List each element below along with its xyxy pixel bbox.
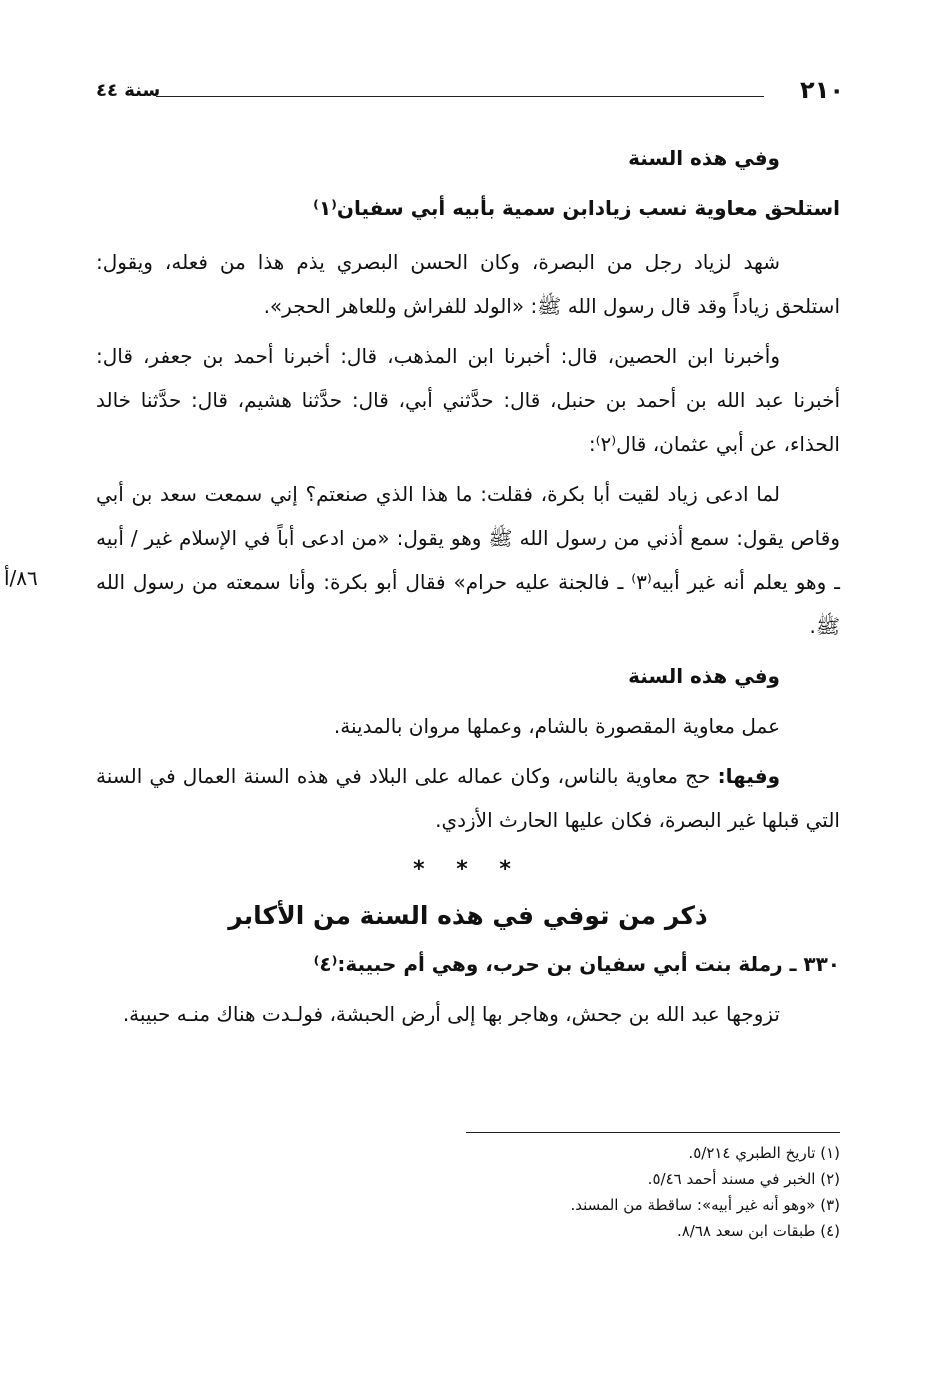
- page-body: [96, 136, 840, 1042]
- paragraph: عمل معاوية المقصورة بالشام، وعملها مروان بالمدينة.: [333, 714, 780, 738]
- paragraph-text: حج معاوية بالناس، وكان عماله على البلاد في هذه السنة العمال في السنة التي قبلها غير البصرة، فكان عليها الحارث الأزدي.: [96, 764, 840, 832]
- paragraph: تزوجها عبد الله بن جحش، وهاجر بها إلى أرض الحبشة، فولـدت هناك منـه حبيبة.: [122, 1002, 780, 1026]
- margin-note: ٨٦/أ: [4, 566, 38, 590]
- deaths-heading: ذكر من توفي في هذه السنة من الأكابر: [228, 901, 708, 930]
- footnote-rule: [466, 1132, 840, 1133]
- section-heading: وفي هذه السنة: [628, 146, 780, 170]
- section-divider: * * *: [413, 857, 523, 882]
- paragraph: شهد لزياد رجل من البصرة، وكان الحسن البصري يذم هذا من فعله، ويقول: استلحق زياداً وقد قال رسول الله ﷺ: «الولد للفراش وللعاهر الحجر».: [96, 250, 840, 318]
- footnote: (١) تاريخ الطبري ٥/٢١٤.: [688, 1144, 840, 1162]
- page-header: [96, 76, 844, 110]
- paragraph-lead: وفيها:: [717, 764, 780, 788]
- section-title: استلحق معاوية نسب زيادابن سمية بأبيه أبي سفيان⁽١⁾: [313, 196, 840, 220]
- header-rule: [156, 96, 764, 97]
- footnote: (٢) الخبر في مسند أحمد ٥/٤٦.: [647, 1170, 840, 1188]
- footnotes: [96, 1140, 840, 1244]
- paragraph: لما ادعى زياد لقيت أبا بكرة، فقلت: ما هذا الذي صنعتم؟ إني سمعت سعد بن أبي وقاص يقول: سمع أذني من رسول الله ﷺ وهو يقول: «من ادعى أباً في الإسلام غير / أبيه ـ وهو يعلم أنه غير أبيه⁽٣⁾ ـ فالجنة عليه حرام» فقال أبو بكرة: وأنا سمعته من رسول الله ﷺ.: [96, 482, 841, 638]
- paragraph: وأخبرنا ابن الحصين، قال: أخبرنا ابن المذهب، قال: أخبرنا أحمد بن جعفر، قال: أخبرنا عبد الله بن أحمد بن حنبل، قال: حدَّثني أبي، قال: حدَّثنا هشيم، قال: حدَّثنا خالد الحذاء، عن أبي عثمان، قال⁽٢⁾:: [96, 344, 840, 456]
- footnote: (٣) «وهو أنه غير أبيه»: ساقطة من المسند.: [570, 1196, 840, 1214]
- biography-entry-title: ٣٣٠ ـ رملة بنت أبي سفيان بن حرب، وهي أم حبيبة:⁽٤⁾: [313, 952, 840, 976]
- year-label: سنة ٤٤: [96, 80, 161, 101]
- section-heading: وفي هذه السنة: [628, 664, 780, 688]
- paragraph: [96, 754, 840, 842]
- footnote: (٤) طبقات ابن سعد ٨/٦٨.: [676, 1222, 840, 1240]
- page-number: ٢١٠: [800, 76, 844, 104]
